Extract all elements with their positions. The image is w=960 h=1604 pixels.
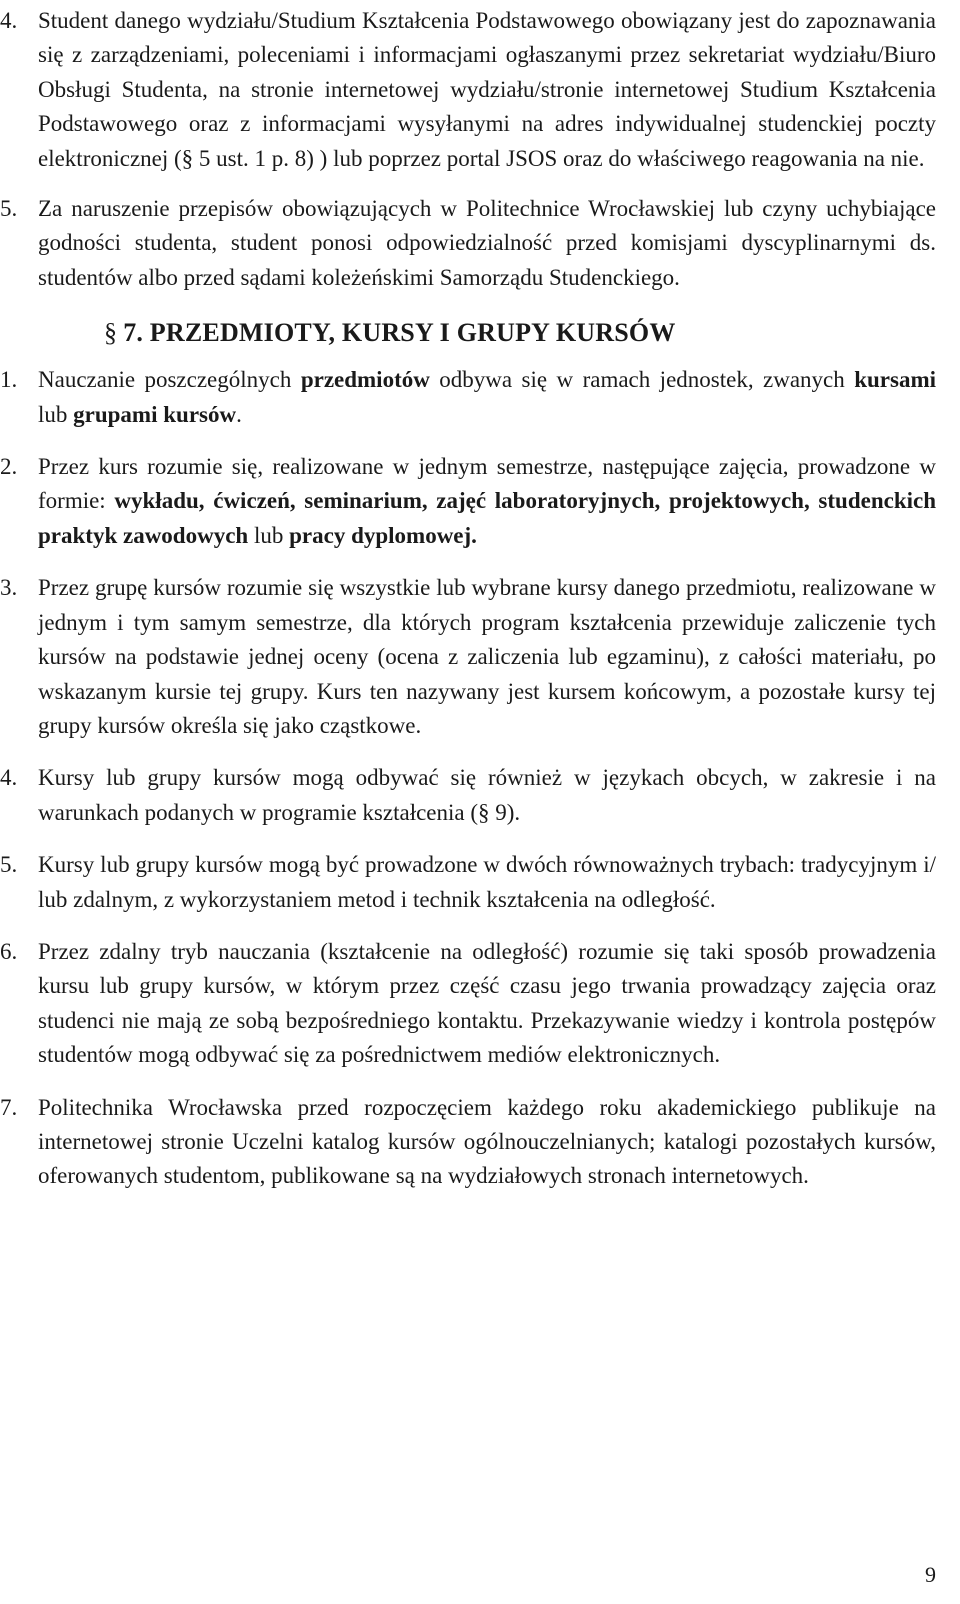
list-text: Przez grupę kursów rozumie się wszystkie lub wybrane kursy danego przedmiotu, realizowane w jednym i tym samym semestrze, dla których program kształcenia przewiduje zaliczenie tych kursów na podstawie jednej oceny (ocena z zaliczenia lub egzaminu), z całości materiału, po wskazanym kursie tej grupy. Kurs ten nazywany jest kursem końcowym, a pozostałe kursy tej grupy kursów określa się jako cząstkowe. (38, 575, 936, 738)
list-number: 5. (0, 852, 18, 878)
list-text: Przez kurs rozumie się, realizowane w jednym semestrze, następujące zajęcia, prowadzone w formie: wykładu, ćwiczeń, seminarium, zajęć laboratoryjnych, projektowych, studenckich praktyk zawodowych lub pracy dyplomowej. (38, 454, 936, 548)
list-text: Kursy lub grupy kursów mogą odbywać się również w językach obcych, w zakresie i na warunkach podanych w programie kształcenia (§ 9). (38, 765, 936, 825)
list-number: 7. (0, 1094, 18, 1120)
section-heading (38, 313, 936, 353)
paragraph-number: 5. (0, 196, 18, 222)
list-item-2 (0, 450, 936, 553)
list-item-5 (0, 848, 936, 917)
list-text: Kursy lub grupy kursów mogą być prowadzone w dwóch równoważnych trybach: tradycyjnym i/ lub zdalnym, z wykorzystaniem metod i technik kształcenia na odległość. (38, 852, 936, 912)
paragraph-4 (0, 4, 936, 176)
paragraph-text: Za naruszenie przepisów obowiązujących w Politechnice Wrocławskiej lub czyny uchybiające godności studenta, student ponosi odpowiedzialność przed komisjami dyscyplinarnymi ds. studentów albo przed sądami koleżeńskimi Samorządu Studenckiego. (38, 196, 936, 290)
document-page (0, 4, 936, 1194)
list-item-7 (0, 1091, 936, 1194)
list-item-3 (0, 571, 936, 743)
list-number: 2. (0, 454, 18, 480)
section-sign-icon: § (478, 799, 490, 825)
list-item-6 (0, 935, 936, 1073)
list-number: 4. (0, 765, 18, 791)
list-item-4 (0, 761, 936, 830)
list-text: Politechnika Wrocławska przed rozpoczęciem każdego roku akademickiego publikuje na internetowej stronie Uczelni katalog kursów ogólnouczelnianych; katalogi pozostałych kursów, oferowanych studentom, publikowane są na wydziałowych stronach internetowych. (38, 1094, 936, 1189)
list-text: Przez zdalny tryb nauczania (kształcenie na odległość) rozumie się taki sposób prowadzenia kursu lub grupy kursów, w którym przez część czasu jego trwania prowadzący zajęcia oraz studenci nie mają ze sobą bezpośredniego kontaktu. Przekazywanie wiedzy i kontrola postępów studentów mogą odbywać się za pośrednictwem mediów elektronicznych. (38, 938, 936, 1068)
list-number: 6. (0, 938, 18, 964)
list-item-1 (0, 363, 936, 432)
paragraph-number: 4. (0, 8, 18, 33)
list-number: 1. (0, 367, 18, 393)
paragraph-text: Student danego wydziału/Studium Kształcenia Podstawowego obowiązany jest do zapoznawania się z zarządzeniami, poleceniami i informacjami ogłaszanymi przez sekretariat wydziału/Biuro Obsługi Studenta, na stronie internetowej wydziału/stronie internetowej Studium Kształcenia Podstawowego oraz z informacjami wysyłanymi na adres indywidualnej studenckiej poczty elektronicznej (§ 5 ust. 1 p. 8) ) lub poprzez portal JSOS oraz do właściwego reagowania na nie. (38, 8, 936, 171)
page-number: 9 (925, 1562, 936, 1587)
section-sign-icon: § (104, 318, 118, 348)
section-sign-icon: § (181, 145, 194, 171)
list-text: Nauczanie poszczególnych przedmiotów odbywa się w ramach jednostek, zwanych kursami lub grupami kursów. (38, 367, 936, 427)
paragraph-5 (0, 192, 936, 295)
list-number: 3. (0, 575, 18, 601)
section-title: 7. PRZEDMIOTY, KURSY I GRUPY KURSÓW (123, 318, 676, 348)
